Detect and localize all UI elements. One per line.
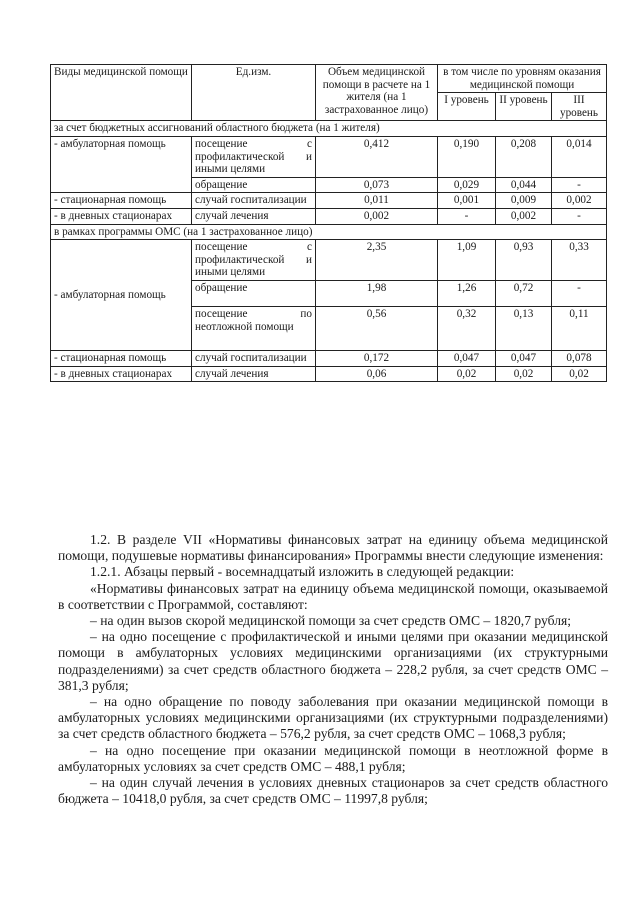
row-unit: посещение с профилактической и иными целями — [192, 136, 316, 177]
cell-value: 0,93 — [496, 240, 552, 281]
row-label: - амбулаторная помощь — [51, 240, 192, 351]
paragraph-section-heading: 1.2. В разделе VII «Нормативы финансовых затрат на единицу объема медицинской помощи, подушевые нормативы финансирования» Программы внести следующие изменения: — [58, 532, 608, 564]
paragraph-item: – на один случай лечения в условиях дневных стационаров за счет средств областного бюджета – 10418,0 рубля, за счет средств ОМС – 11997,8 рубля; — [58, 775, 608, 807]
header-level-1: I уровень — [438, 93, 496, 121]
row-label: - амбулаторная помощь — [51, 136, 192, 192]
row-unit: случай госпитализации — [192, 350, 316, 366]
cell-value: 0,047 — [496, 350, 552, 366]
table-row — [51, 193, 607, 209]
row-unit: случай лечения — [192, 208, 316, 224]
paragraph-clause: 1.2.1. Абзацы первый - восемнадцатый изложить в следующей редакции: — [90, 564, 515, 580]
cell-value: 0,044 — [496, 177, 552, 193]
cell-value: 0,002 — [316, 208, 438, 224]
cell-value: 0,001 — [438, 193, 496, 209]
cell-value: 0,029 — [438, 177, 496, 193]
cell-value: - — [552, 177, 607, 193]
header-level-3: III уровень — [552, 93, 607, 121]
volume-table — [50, 64, 607, 382]
cell-value: 0,11 — [552, 306, 607, 350]
cell-value: 0,078 — [552, 350, 607, 366]
header-level-2: II уровень — [496, 93, 552, 121]
cell-value: 0,009 — [496, 193, 552, 209]
section-row — [51, 121, 607, 137]
cell-value: 0,002 — [496, 208, 552, 224]
cell-value: 1,98 — [316, 280, 438, 306]
paragraph-intro: «Нормативы финансовых затрат на единицу объема медицинской помощи, оказываемой в соответствии с Программой, составляют: — [58, 580, 608, 612]
header-levels: в том числе по уровням оказания медицинской помощи — [438, 65, 607, 93]
row-unit: случай лечения — [192, 366, 316, 382]
cell-value: 0,13 — [496, 306, 552, 350]
cell-value: 0,172 — [316, 350, 438, 366]
cell-value: 0,32 — [438, 306, 496, 350]
cell-value: 2,35 — [316, 240, 438, 281]
cell-value: 0,72 — [496, 280, 552, 306]
paragraph-item: – на одно обращение по поводу заболевания при оказании медицинской помощи в амбулаторных условиях медицинскими организациями (их структурными подразделениями) за счет средств областного бюджета – 576,2 рубля, за счет средств ОМС – 1068,3 рубля; — [58, 694, 608, 742]
cell-value: 0,002 — [552, 193, 607, 209]
cell-value: 0,073 — [316, 177, 438, 193]
cell-value: - — [552, 280, 607, 306]
row-label: - в дневных стационарах — [51, 366, 192, 382]
section-row — [51, 224, 607, 240]
cell-value: 0,02 — [438, 366, 496, 382]
row-unit: посещение по неотложной помощи — [192, 306, 316, 350]
cell-value: 0,56 — [316, 306, 438, 350]
cell-value: 1,09 — [438, 240, 496, 281]
row-unit: случай госпитализации — [192, 193, 316, 209]
row-unit: посещение с профилактической и иными целями — [192, 240, 316, 281]
section-title-oms: в рамках программы ОМС (на 1 застрахованное лицо) — [51, 224, 607, 240]
header-unit: Ед.изм. — [192, 65, 316, 121]
body-text — [58, 532, 608, 807]
cell-value: - — [552, 208, 607, 224]
table-row — [51, 136, 607, 177]
cell-value: 0,33 — [552, 240, 607, 281]
paragraph-item: – на один вызов скорой медицинской помощи за счет средств ОМС – 1820,7 рубля; — [90, 613, 572, 629]
cell-value: 0,014 — [552, 136, 607, 177]
cell-value: 0,047 — [438, 350, 496, 366]
cell-value: 0,06 — [316, 366, 438, 382]
cell-value: 0,02 — [496, 366, 552, 382]
header-volume: Объем медицинской помощи в расчете на 1 жителя (на 1 застрахованное лицо) — [316, 65, 438, 121]
row-unit: обращение — [192, 280, 316, 306]
cell-value: 0,208 — [496, 136, 552, 177]
cell-value: 1,26 — [438, 280, 496, 306]
table-row — [51, 350, 607, 366]
table-header-row — [51, 65, 607, 93]
cell-value: 0,190 — [438, 136, 496, 177]
table-row — [51, 240, 607, 281]
cell-value: 0,011 — [316, 193, 438, 209]
table-row — [51, 208, 607, 224]
cell-value: - — [438, 208, 496, 224]
row-label: - стационарная помощь — [51, 193, 192, 209]
cell-value: 0,02 — [552, 366, 607, 382]
section-title-budget: за счет бюджетных ассигнований областного бюджета (на 1 жителя) — [51, 121, 607, 137]
row-label: - в дневных стационарах — [51, 208, 192, 224]
paragraph-item: – на одно посещение с профилактической и иными целями при оказании медицинской помощи в амбулаторных условиях медицинскими организациями (их структурными подразделениями) за счет средств областного бюджета – 228,2 рубля, за счет средств ОМС – 381,3 рубля; — [58, 629, 608, 693]
cell-value: 0,412 — [316, 136, 438, 177]
paragraph-item: – на одно посещение при оказании медицинской помощи в неотложной форме в амбулаторных условиях за счет средств ОМС – 488,1 рубля; — [58, 742, 608, 774]
table-row — [51, 366, 607, 382]
row-label: - стационарная помощь — [51, 350, 192, 366]
header-type: Виды медицинской помощи — [51, 65, 192, 121]
row-unit: обращение — [192, 177, 316, 193]
